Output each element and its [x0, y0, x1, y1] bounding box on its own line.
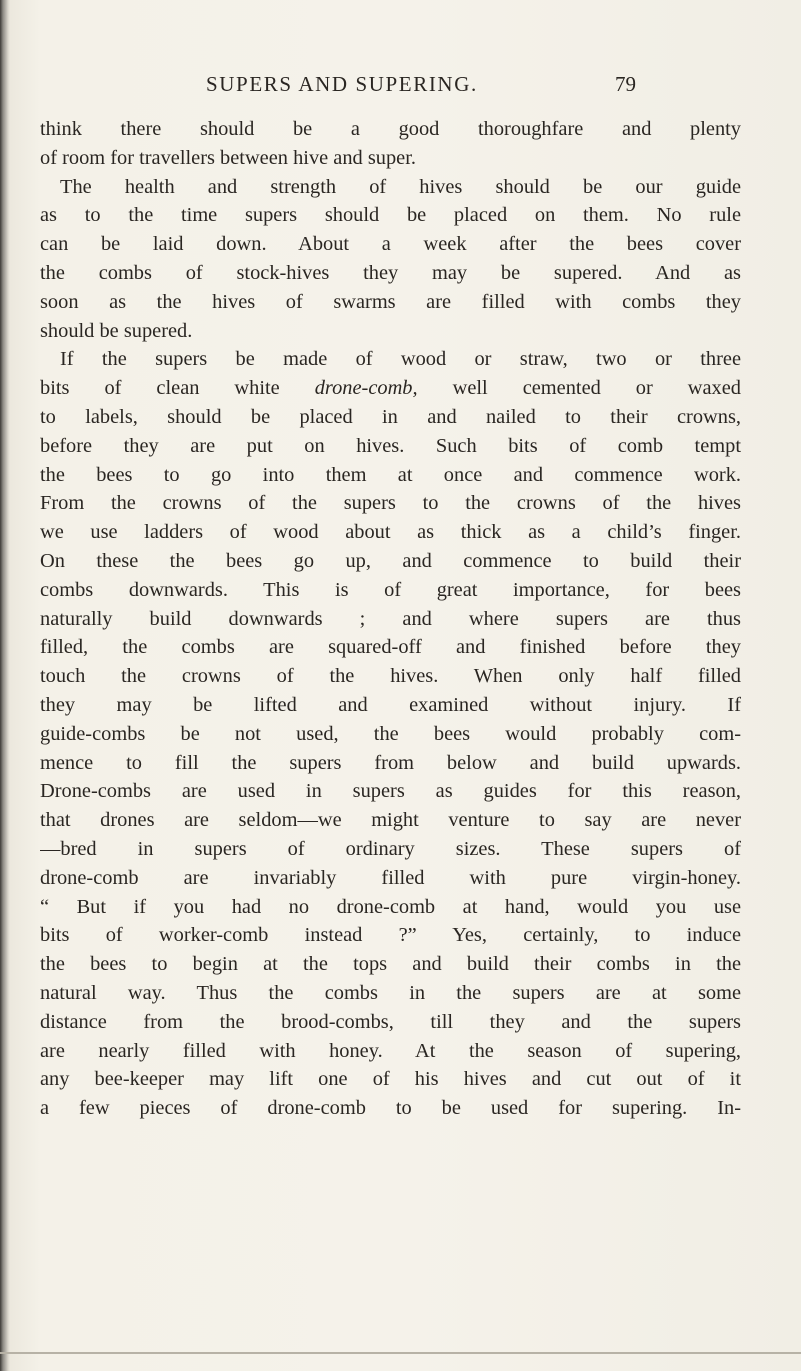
- text-line: a few pieces of drone-comb to be used for supering. In-: [40, 1097, 741, 1120]
- text-line: distance from the brood-combs, till they and the supers: [40, 1010, 741, 1033]
- text-line: naturally build downwards ; and where supers are thus: [40, 607, 741, 630]
- text-line: natural way. Thus the combs in the supers are at some: [40, 981, 741, 1004]
- text-line: The health and strength of hives should be our guide: [60, 175, 741, 198]
- text-line: to labels, should be placed in and nailed to their crowns,: [40, 405, 741, 428]
- text-line: mence to fill the supers from below and build upwards.: [40, 751, 741, 774]
- text-line: “ But if you had no drone-comb at hand, would you use: [40, 895, 741, 918]
- text-line: that drones are seldom—we might venture to say are never: [40, 809, 741, 832]
- text-line: the bees to begin at the tops and build their combs in the: [40, 953, 741, 976]
- text-line: guide-combs be not used, the bees would probably com-: [40, 722, 741, 745]
- italic-term: drone-comb,: [314, 377, 418, 400]
- text-line: filled, the combs are squared-off and finished before they: [40, 636, 741, 659]
- text-line: as to the time supers should be placed on them. No rule: [40, 204, 741, 227]
- text-line: If the supers be made of wood or straw, two or three: [60, 348, 741, 371]
- text-line: bits of clean white drone-comb, well cemented or waxed: [40, 377, 741, 400]
- page-gutter-edge: [0, 0, 10, 1371]
- text-line: we use ladders of wood about as thick as a child’s finger.: [40, 521, 741, 544]
- text-line: bits of worker-comb instead ?” Yes, certainly, to induce: [40, 924, 741, 947]
- body-text: [40, 115, 741, 1123]
- text-line: —bred in supers of ordinary sizes. These supers of: [40, 837, 741, 860]
- text-line: are nearly filled with honey. At the season of supering,: [40, 1039, 741, 1062]
- text-line: drone-comb are invariably filled with pure virgin-honey.: [40, 866, 741, 889]
- text-line: before they are put on hives. Such bits of comb tempt: [40, 434, 741, 457]
- text-line: the bees to go into them at once and commence work.: [40, 463, 741, 486]
- text-line: should be supered.: [40, 319, 193, 342]
- text-line: On these the bees go up, and commence to build their: [40, 549, 741, 572]
- text-line: the combs of stock-hives they may be supered. And as: [40, 261, 741, 284]
- text-line: combs downwards. This is of great importance, for bees: [40, 578, 741, 601]
- text-line: soon as the hives of swarms are filled with combs they: [40, 290, 741, 313]
- text-line: From the crowns of the supers to the crowns of the hives: [40, 492, 741, 515]
- page-number: 79: [615, 72, 636, 96]
- text-line: of room for travellers between hive and super.: [40, 146, 416, 169]
- text-line: touch the crowns of the hives. When only half filled: [40, 665, 741, 688]
- running-head-title: SUPERS AND SUPERING.: [206, 72, 478, 96]
- running-head: [40, 72, 780, 102]
- text-line: can be laid down. About a week after the bees cover: [40, 233, 741, 256]
- text-line: think there should be a good thoroughfare and plenty: [40, 118, 741, 140]
- page-bottom-edge: [0, 1352, 801, 1354]
- text-line: Drone-combs are used in supers as guides for this reason,: [40, 780, 741, 803]
- text-line: they may be lifted and examined without injury. If: [40, 693, 741, 716]
- text-line: any bee-keeper may lift one of his hives and cut out of it: [40, 1068, 741, 1091]
